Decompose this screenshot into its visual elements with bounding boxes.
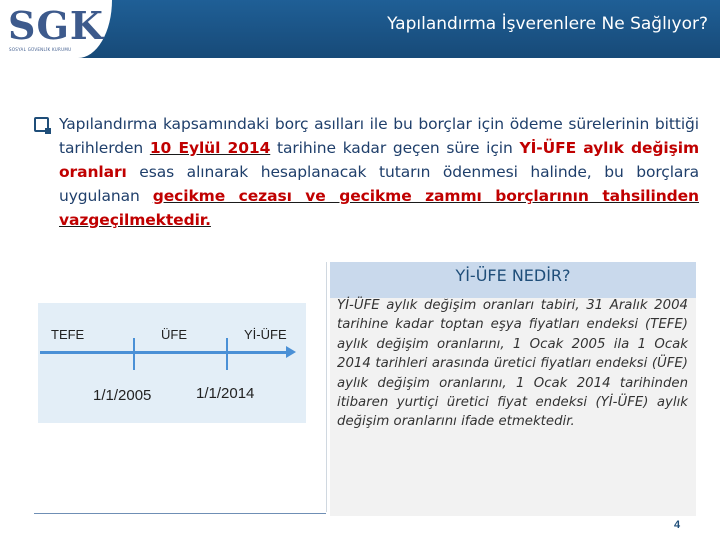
logo-subtitle: SOSYAL GÜVENLİK KURUMU — [9, 47, 72, 52]
timeline-date-2005: 1/1/2005 — [93, 387, 152, 404]
paragraph-text-3: esas alınarak hesaplanacak tutarın ödenmesi halinde, bu borçlara uygulanan — [59, 163, 699, 205]
paragraph-text-2: tarihine kadar geçen süre için — [270, 139, 520, 157]
timeline-axis — [40, 351, 286, 354]
rate-highlight: Yİ-ÜFE aylık değişim oranları — [59, 139, 700, 181]
definition-title: Yİ-ÜFE NEDİR? — [455, 266, 571, 285]
header-bar — [0, 0, 720, 58]
slide-title: Yapılandırma İşverenlere Ne Sağlıyor? — [387, 14, 708, 34]
timeline-label-ufe: ÜFE — [161, 327, 187, 342]
timeline-arrow-icon — [286, 346, 296, 358]
penalty-highlight: gecikme cezası ve gecikme zammı borçlarının tahsilinden vazgeçilmektedir. — [59, 187, 699, 229]
sgk-logo — [0, 0, 112, 58]
logo-text: SGK — [8, 3, 104, 48]
checkbox-bullet-icon — [34, 117, 49, 132]
timeline-label-tefe: TEFE — [51, 327, 85, 342]
timeline-label-yi-ufe: Yİ-ÜFE — [244, 327, 287, 342]
page-number: 4 — [674, 519, 681, 531]
date-highlight: 10 Eylül 2014 — [149, 139, 271, 157]
timeline-tick-2014 — [226, 338, 228, 370]
horizontal-divider — [34, 513, 326, 514]
vertical-divider — [326, 262, 327, 512]
timeline-tick-2005 — [133, 338, 135, 370]
bullet-paragraph — [59, 112, 699, 232]
bullet-item — [34, 112, 698, 232]
timeline-panel — [38, 303, 306, 423]
timeline-date-2014: 1/1/2014 — [196, 385, 255, 402]
paragraph-text-1: Yapılandırma kapsamındaki borç asılları ile bu borçlar için ödeme sürelerinin bittiği tarihlerden — [59, 115, 699, 157]
definition-text: Yİ-ÜFE aylık değişim oranları tabiri, 31 Aralık 2004 tarihine kadar toptan eşya fiyatları endeksi (TEFE) aylık değişim oranlarını, 1 Ocak 2005 ila 1 Ocak 2014 tarihleri arasında üretici fiyatları endeksi (ÜFE) aylık değişim oranlarını, 1 Ocak 2014 tarihinden itibaren yurtiçi üretici fiyat endeksi (Yİ-ÜFE) aylık değişim oranlarını ifade etmektedir. — [337, 298, 688, 430]
